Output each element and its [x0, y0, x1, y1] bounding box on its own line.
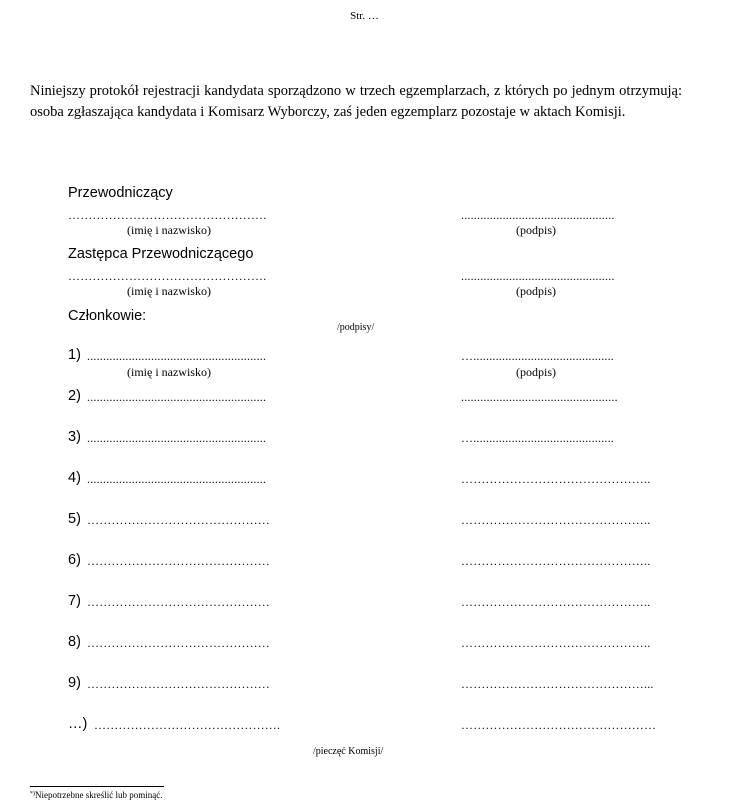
member-name-line: ………………………………………. — [94, 718, 281, 732]
member-number: 7) — [68, 593, 81, 609]
protocol-paragraph: Niniejszy protokół rejestracji kandydata sporządzono w trzech egzemplarzach, z których po jednym otrzymują: osoba zgłaszająca kandydata i Komisarz Wyborczy, zaś jeden egzemplarz pozostaje w aktach Komisji. — [30, 83, 682, 120]
deputy-name-line: …………………………………………. — [68, 269, 267, 283]
member-signature-line: ………………………………………… — [461, 718, 657, 732]
member-signature-line: ……………………………………….. — [461, 636, 651, 650]
member-number: 5) — [68, 511, 81, 527]
footnote-marker: *) — [30, 791, 35, 797]
member-signature-line: ……………………………………….. — [461, 595, 651, 609]
member-number: 3) — [68, 429, 81, 445]
member-name-line: ........................................................ — [87, 472, 267, 486]
chair-signature-line: ................................................ — [461, 208, 615, 222]
chair-name-caption: (imię i nazwisko) — [127, 223, 211, 237]
member-signature-caption: (podpis) — [516, 365, 556, 379]
member-name-line: ……………………………………… — [87, 595, 270, 609]
chair-label: Przewodniczący — [68, 185, 173, 201]
member-name-line: ……………………………………… — [87, 554, 270, 568]
member-name-line: ……………………………………… — [87, 677, 270, 691]
member-number: 6) — [68, 552, 81, 568]
member-name-caption: (imię i nazwisko) — [127, 365, 211, 379]
member-signature-line: ………………………………………... — [461, 677, 654, 691]
member-name-line: ........................................................ — [87, 390, 267, 404]
members-label: Członkowie: — [68, 308, 147, 324]
deputy-label: Zastępca Przewodniczącego — [68, 246, 254, 262]
member-signature-line: ……………………………………….. — [461, 554, 651, 568]
footnote — [30, 790, 162, 800]
member-signature-line: ……………………………………….. — [461, 513, 651, 527]
member-signature-line: ……………………………………….. — [461, 472, 651, 486]
member-number: 1) — [68, 347, 81, 363]
member-number: 9) — [68, 675, 81, 691]
member-name-line: ........................................................ — [87, 431, 267, 445]
member-name-line: ……………………………………… — [87, 513, 270, 527]
member-number: 2) — [68, 388, 81, 404]
footnote-text: Niepotrzebne skreślić lub pominąć. — [35, 790, 163, 800]
deputy-name-caption: (imię i nazwisko) — [127, 284, 211, 298]
member-signature-line: ................................................. — [461, 390, 618, 404]
member-name-line: ……………………………………… — [87, 636, 270, 650]
chair-name-line: …………………………………………. — [68, 208, 267, 222]
footnote-rule — [30, 786, 164, 787]
stamp-note: /pieczęć Komisji/ — [313, 746, 384, 757]
member-number: 4) — [68, 470, 81, 486]
deputy-signature-caption: (podpis) — [516, 284, 556, 298]
signatures-note: /podpisy/ — [337, 322, 375, 333]
member-name-line: ........................................................ — [87, 349, 267, 363]
member-number: …) — [68, 716, 88, 732]
chair-signature-caption: (podpis) — [516, 223, 556, 237]
deputy-signature-line: ................................................ — [461, 269, 615, 283]
member-signature-line: …............................................ — [461, 431, 614, 445]
page-number: Str. … — [350, 10, 379, 22]
member-signature-line: …............................................ — [461, 349, 614, 363]
member-number: 8) — [68, 634, 81, 650]
